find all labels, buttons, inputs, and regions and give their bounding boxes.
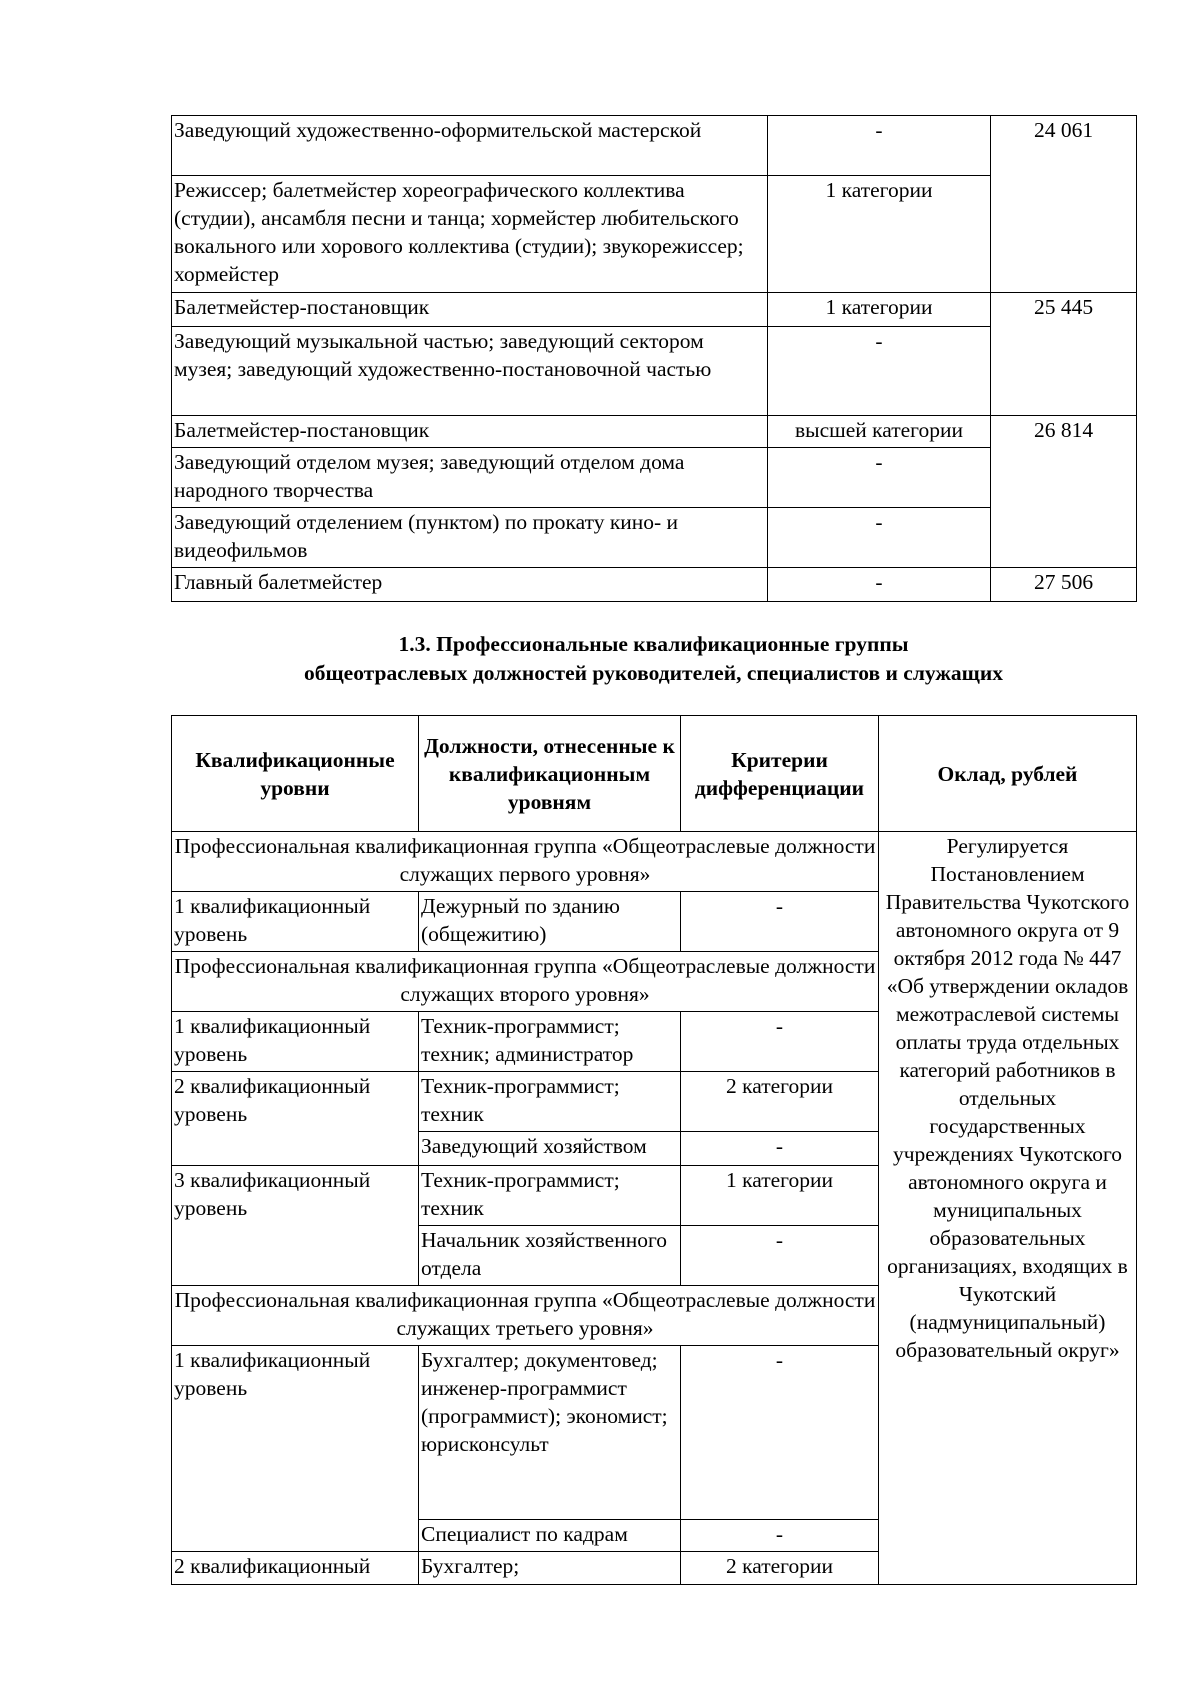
criteria-cell: -	[681, 1226, 879, 1286]
section-heading	[171, 630, 1136, 688]
salary-cell: 25 445	[991, 293, 1137, 416]
criteria-cell: -	[768, 568, 991, 602]
position-cell: Заведующий хозяйством	[419, 1132, 681, 1166]
qualification-groups-table	[171, 715, 1137, 1585]
salary-note: Регулируется Постановлением Правительства Чукотского автономного округа от 9 октября 2012 года № 447 «Об утверждении окладов межотраслевой системы оплаты труда отдельных категорий работников в отдельных государственных учреждениях Чукотского автономного округа и муниципальных образовательных организациях, входящих в Чукотский (надмуниципальный) образовательный округ»	[879, 832, 1137, 1585]
group-title: Профессиональная квалификационная группа «Общеотраслевые должности служащих первого уровня»	[172, 832, 879, 892]
criteria-cell: -	[681, 892, 879, 952]
table-header-row	[172, 716, 1137, 832]
criteria-cell: высшей категории	[768, 416, 991, 448]
position-cell: Бухгалтер;	[419, 1552, 681, 1585]
position-cell: Балетмейстер-постановщик	[172, 416, 768, 448]
level-cell: 1 квалификационный уровень	[172, 892, 419, 952]
criteria-cell: -	[681, 1012, 879, 1072]
criteria-cell: -	[681, 1132, 879, 1166]
position-cell: Дежурный по зданию (общежитию)	[419, 892, 681, 952]
position-cell: Балетмейстер-постановщик	[172, 293, 768, 327]
criteria-cell: 1 категории	[768, 293, 991, 327]
table-row	[172, 416, 1137, 448]
criteria-cell: -	[768, 116, 991, 176]
criteria-cell: 1 категории	[768, 176, 991, 293]
header-levels: Квалификационные уровни	[172, 716, 419, 832]
position-cell: Техник-программист; техник	[419, 1166, 681, 1226]
position-cell: Заведующий музыкальной частью; заведующий сектором музея; заведующий художественно-постановочной частью	[172, 327, 768, 416]
level-cell: 2 квалификационный	[172, 1552, 419, 1585]
position-cell: Техник-программист; техник; администратор	[419, 1012, 681, 1072]
criteria-cell: -	[681, 1520, 879, 1552]
salary-cell: 27 506	[991, 568, 1137, 602]
salary-table-continued	[171, 115, 1137, 602]
criteria-cell: 2 категории	[681, 1552, 879, 1585]
position-cell: Заведующий отделением (пунктом) по прокату кино- и видеофильмов	[172, 508, 768, 568]
group-row	[172, 832, 1137, 892]
position-cell: Бухгалтер; документовед; инженер-программист (программист); экономист; юрисконсульт	[419, 1346, 681, 1520]
criteria-cell: -	[768, 508, 991, 568]
criteria-cell: 1 категории	[681, 1166, 879, 1226]
criteria-cell: -	[681, 1346, 879, 1520]
position-cell: Заведующий отделом музея; заведующий отделом дома народного творчества	[172, 448, 768, 508]
level-cell: 1 квалификационный уровень	[172, 1346, 419, 1552]
salary-cell: 24 061	[991, 116, 1137, 293]
section-title-line-1: 1.3. Профессиональные квалификационные группы	[398, 632, 909, 656]
group-title: Профессиональная квалификационная группа «Общеотраслевые должности служащих третьего уровня»	[172, 1286, 879, 1346]
header-criteria: Критерии дифференциации	[681, 716, 879, 832]
table-row	[172, 293, 1137, 327]
group-title: Профессиональная квалификационная группа «Общеотраслевые должности служащих второго уровня»	[172, 952, 879, 1012]
criteria-cell: -	[768, 448, 991, 508]
position-cell: Режиссер; балетмейстер хореографического коллектива (студии), ансамбля песни и танца; хормейстер любительского вокального или хорового коллектива (студии); звукорежиссер; хормейстер	[172, 176, 768, 293]
position-cell: Начальник хозяйственного отдела	[419, 1226, 681, 1286]
salary-cell: 26 814	[991, 416, 1137, 568]
header-salary: Оклад, рублей	[879, 716, 1137, 832]
position-cell: Техник-программист; техник	[419, 1072, 681, 1132]
criteria-cell: 2 категории	[681, 1072, 879, 1132]
header-positions: Должности, отнесенные к квалификационным уровням	[419, 716, 681, 832]
position-cell: Специалист по кадрам	[419, 1520, 681, 1552]
level-cell: 2 квалификационный уровень	[172, 1072, 419, 1166]
table-row	[172, 116, 1137, 176]
level-cell: 1 квалификационный уровень	[172, 1012, 419, 1072]
level-cell: 3 квалификационный уровень	[172, 1166, 419, 1286]
criteria-cell: -	[768, 327, 991, 416]
table-row	[172, 568, 1137, 602]
position-cell: Заведующий художественно-оформительской мастерской	[172, 116, 768, 176]
position-cell: Главный балетмейстер	[172, 568, 768, 602]
section-title-line-2: общеотраслевых должностей руководителей, специалистов и служащих	[304, 661, 1003, 685]
